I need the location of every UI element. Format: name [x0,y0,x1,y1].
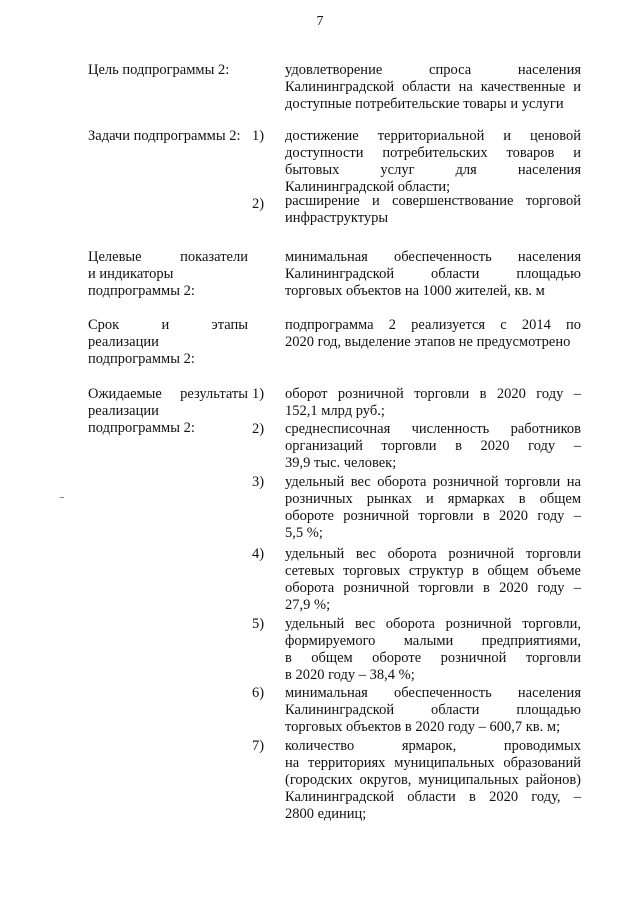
goal-line: Калининградской области на качественные и [285,79,581,95]
results-label-line: реализации [88,403,159,419]
margin-mark [60,497,64,498]
term-label-line: реализации [88,334,159,350]
result-line: в общем обороте розничной торговли [285,650,581,666]
result-line: торговых объектов в 2020 году – 600,7 кв. м; [285,719,561,735]
result-line: оборота розничной торговли в 2020 году – [285,580,581,596]
task-number: 1) [252,128,265,144]
term-label-rest [88,334,248,368]
task-item [285,128,581,196]
result-line: удельный вес оборота розничной торговли [285,546,581,562]
indicators-label-line: и индикаторы [88,266,174,282]
result-number: 4) [252,546,265,562]
task-line: расширение и совершенствование торговой [285,193,581,209]
result-item [285,386,581,420]
results-label [88,386,248,403]
result-line: оборот розничной торговли в 2020 году – [285,386,581,402]
indicators-text [285,249,581,300]
results-label-line: Ожидаемые результаты [88,386,248,402]
result-line: Калининградской области в 2020 году, – [285,789,581,805]
result-number: 1) [252,386,265,402]
indicators-line: Калининградской области площадью [285,266,581,282]
result-line: 5,5 %; [285,525,323,541]
indicators-line: минимальная обеспеченность населения [285,249,581,265]
result-line: 27,9 %; [285,597,331,613]
result-line: в 2020 году – 38,4 %; [285,667,415,683]
tasks-label: Задачи подпрограммы 2: [88,128,241,144]
task-line: доступности потребительских товаров и [285,145,581,161]
goal-line: доступные потребительские товары и услуги [285,96,564,112]
page-number: 7 [316,14,324,29]
result-line: розничных рынках и ярмарках в общем [285,491,581,507]
result-line: формируемого малыми предприятиями, [285,633,581,649]
term-label-line: подпрограммы 2: [88,351,195,367]
result-line: количество ярмарок, проводимых [285,738,581,754]
term-label-line: Срок и этапы [88,317,248,333]
results-label-line: подпрограммы 2: [88,420,195,436]
indicators-label-rest [88,266,248,300]
result-number: 6) [252,685,265,701]
result-line: удельный вес оборота розничной торговли, [285,616,581,632]
result-number: 2) [252,421,265,437]
result-item [285,685,581,736]
term-line: 2020 год, выделение этапов не предусмотрено [285,334,571,350]
result-line: Калининградской области площадью [285,702,581,718]
result-line: сетевых торговых структур в общем объеме [285,563,581,579]
result-line: 2800 единиц; [285,806,367,822]
result-line: обороте розничной торговли в 2020 году – [285,508,581,524]
task-line: Калининградской области; [285,179,451,195]
results-label-rest [88,403,248,437]
result-number: 3) [252,474,265,490]
indicators-label [88,249,248,266]
result-line: на территориях муниципальных образований [285,755,581,771]
result-line: (городских округов, муниципальных районов) [285,772,581,788]
goal-text [285,62,581,113]
result-item [285,474,581,542]
result-number: 7) [252,738,265,754]
task-number: 2) [252,196,265,212]
term-text [285,317,581,351]
result-line: удельный вес оборота розничной торговли на [285,474,581,490]
result-number: 5) [252,616,265,632]
result-item [285,546,581,614]
result-line: организаций торговли в 2020 году – [285,438,581,454]
term-line: подпрограмма 2 реализуется с 2014 по [285,317,581,333]
term-label [88,317,248,334]
result-item [285,421,581,472]
indicators-label-line: Целевые показатели [88,249,248,265]
task-line: инфраструктуры [285,210,389,226]
result-item [285,616,581,684]
goal-label: Цель подпрограммы 2: [88,62,230,78]
task-item [285,193,581,227]
goal-line: удовлетворение спроса населения [285,62,581,78]
task-line: достижение территориальной и ценовой [285,128,581,144]
indicators-line: торговых объектов на 1000 жителей, кв. м [285,283,545,299]
result-line: минимальная обеспеченность населения [285,685,581,701]
result-line: 39,9 тыс. человек; [285,455,397,471]
result-line: среднесписочная численность работников [285,421,581,437]
result-line: 152,1 млрд руб.; [285,403,385,419]
result-item [285,738,581,823]
task-line: бытовых услуг для населения [285,162,581,178]
indicators-label-line: подпрограммы 2: [88,283,195,299]
